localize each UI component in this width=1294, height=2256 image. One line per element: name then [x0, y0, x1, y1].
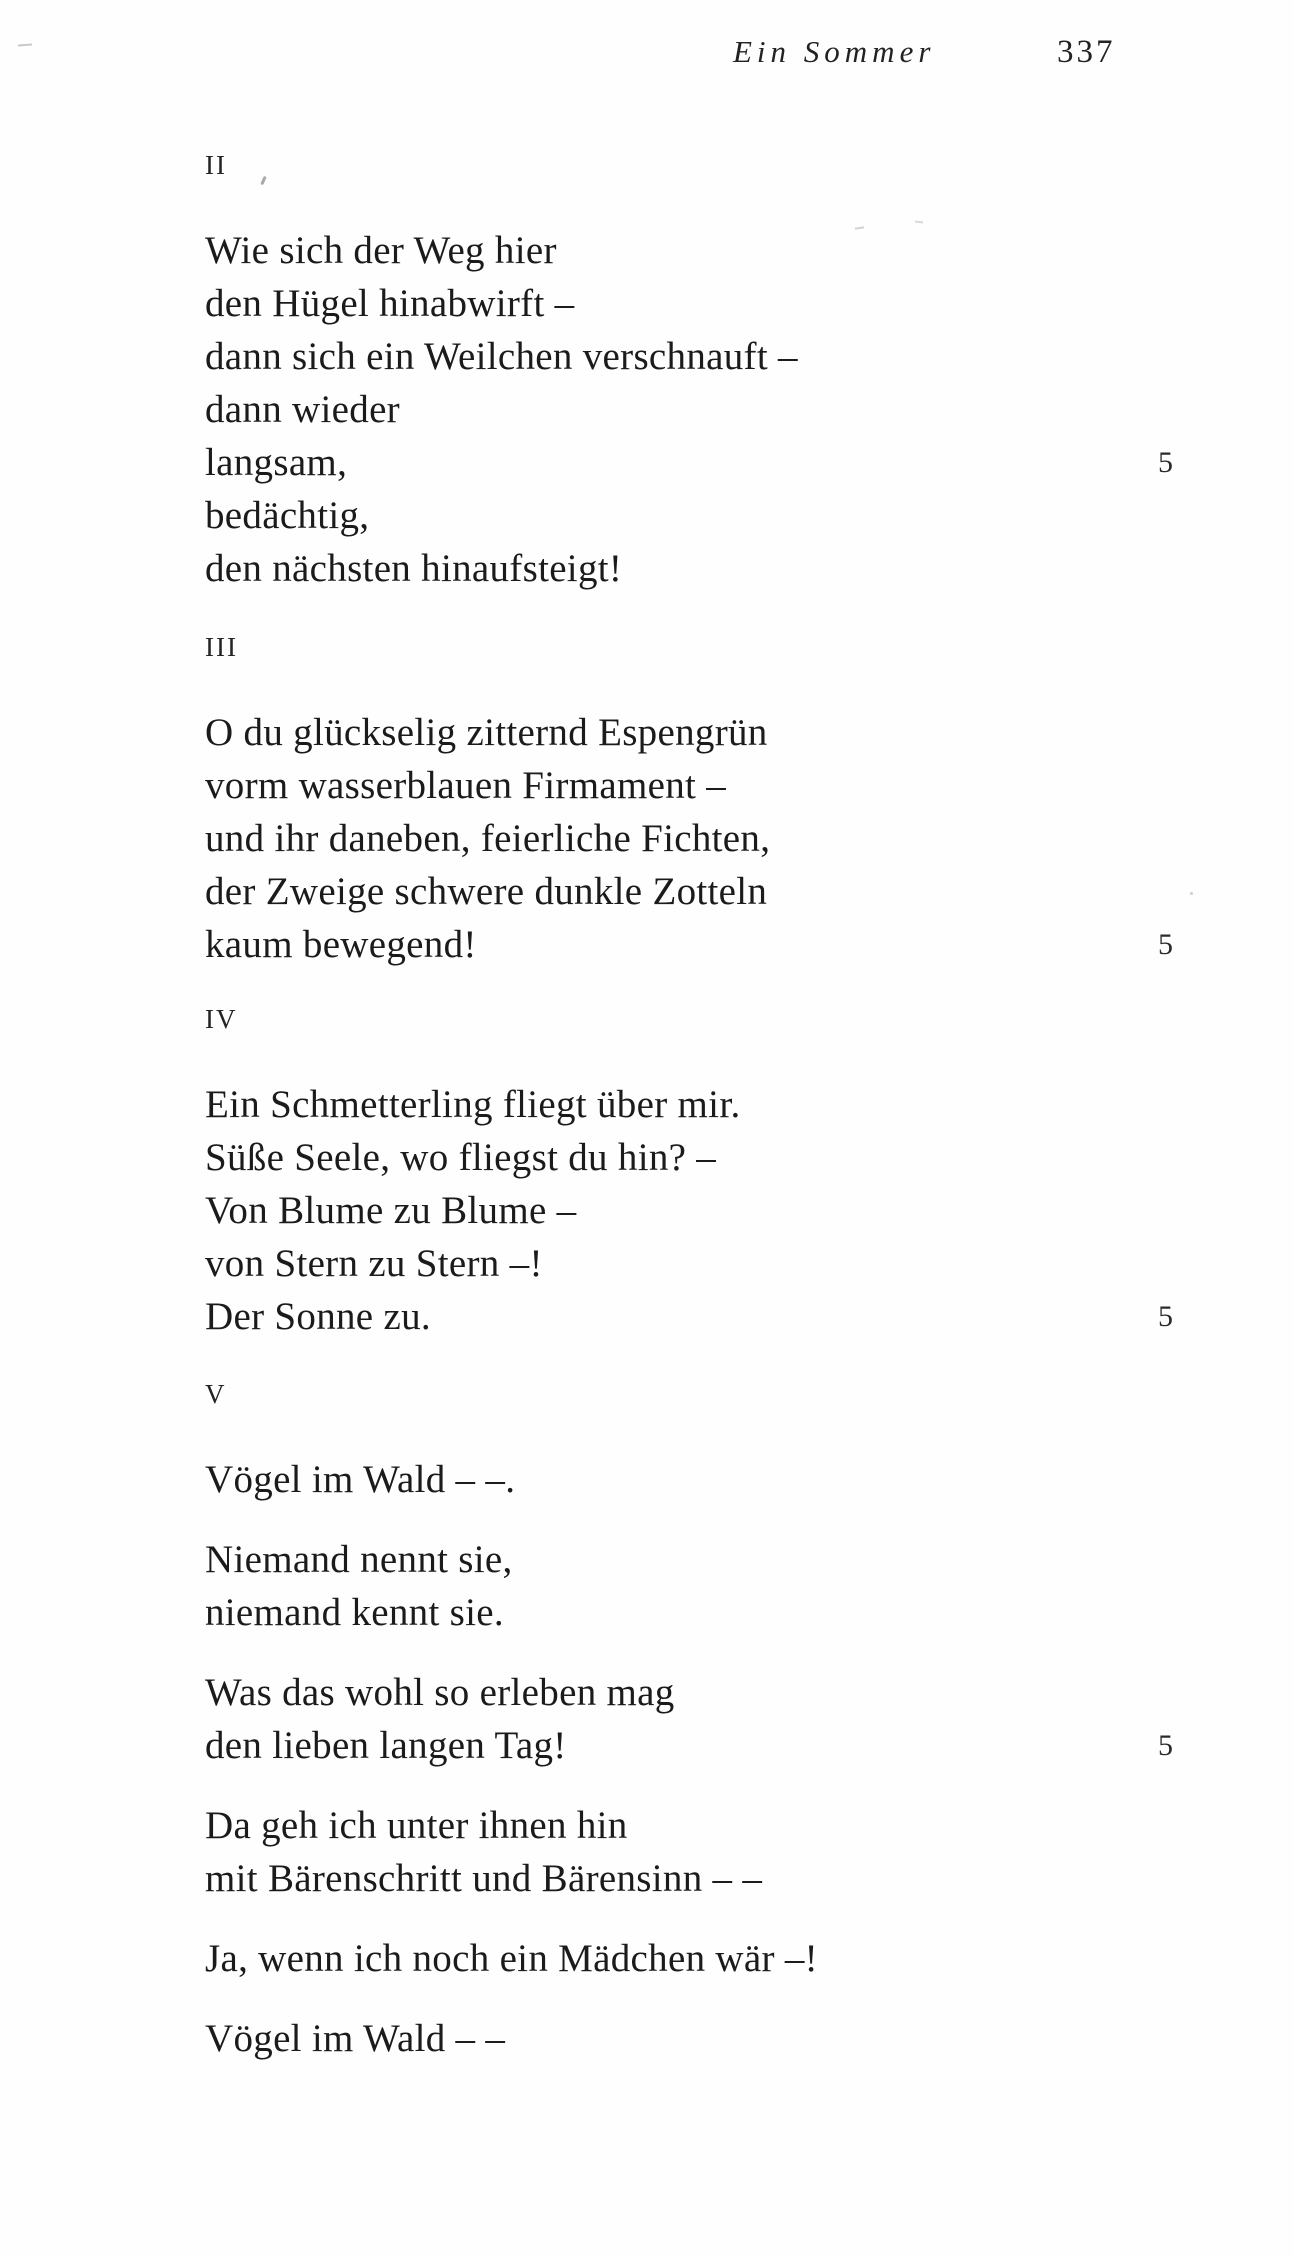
poem-section-iv — [205, 1006, 1265, 1343]
poem-line-text: Süße Seele, wo fliegst du hin? – — [205, 1136, 717, 1179]
poem-line-text: dann sich ein Weilchen verschnauft – — [205, 335, 798, 378]
line-number-marker: 5 — [1158, 928, 1173, 961]
poem-line — [205, 1184, 1265, 1237]
poem-line-text: mit Bärenschritt und Bärensinn – – — [205, 1857, 763, 1900]
poem-line-text: den lieben langen Tag! — [205, 1724, 567, 1767]
stanza-group — [205, 224, 1265, 595]
poem-line — [205, 2012, 1265, 2065]
poem-line — [205, 277, 1265, 330]
stanza-group — [205, 1453, 1265, 1506]
stanza-group — [205, 1078, 1265, 1343]
poem-line — [205, 1533, 1265, 1586]
poem-line-text: Ja, wenn ich noch ein Mädchen wär –! — [205, 1937, 818, 1980]
poem-line-text: den Hügel hinabwirft – — [205, 282, 575, 325]
poem-line-text: von Stern zu Stern –! — [205, 1242, 543, 1285]
poem-line — [205, 1932, 1265, 1985]
poem-line-text: Da geh ich unter ihnen hin — [205, 1804, 628, 1847]
poem-line — [205, 542, 1265, 595]
page-number: 337 — [1057, 34, 1116, 70]
poem-line — [205, 1666, 1265, 1719]
poem-section-ii — [205, 152, 1265, 595]
poem-line — [205, 812, 1265, 865]
line-number-marker: 5 — [1158, 446, 1173, 479]
stanza-group — [205, 1533, 1265, 1639]
poem-line-text: bedächtig, — [205, 494, 370, 537]
section-numeral: V — [205, 1379, 227, 1409]
poem-line — [205, 918, 1265, 971]
poem-line-text: langsam, — [205, 441, 348, 484]
poem-section-iii — [205, 634, 1265, 971]
section-numeral: IV — [205, 1004, 238, 1034]
poem-line-text: der Zweige schwere dunkle Zotteln — [205, 870, 768, 913]
stanza-group — [205, 1666, 1265, 1772]
stanza-group — [205, 706, 1265, 971]
poem-line-text: kaum bewegend! — [205, 923, 477, 966]
section-numeral: II — [205, 150, 227, 180]
poem-line-text: Vögel im Wald – –. — [205, 1458, 516, 1501]
poem-line — [205, 1453, 1265, 1506]
poem-line-text: vorm wasserblauen Firmament – — [205, 764, 726, 807]
poem-section-v — [205, 1381, 1265, 2065]
scan-artifact — [18, 44, 32, 47]
poem-line-text: niemand kennt sie. — [205, 1591, 504, 1634]
line-number-marker: 5 — [1158, 1300, 1173, 1333]
poem-line — [205, 436, 1265, 489]
poem-line — [205, 383, 1265, 436]
poem-line-text: Ein Schmetterling fliegt über mir. — [205, 1083, 741, 1126]
poem-line — [205, 1719, 1265, 1772]
poem-line-text: Von Blume zu Blume – — [205, 1189, 577, 1232]
poem-line-text: O du glückselig zitternd Espengrün — [205, 711, 768, 754]
poem-line-text: Was das wohl so erleben mag — [205, 1671, 675, 1714]
poem-line — [205, 1799, 1265, 1852]
poem-line — [205, 489, 1265, 542]
running-title: Ein Sommer — [733, 34, 936, 69]
poem-line — [205, 1290, 1265, 1343]
poem-line — [205, 706, 1265, 759]
poem-line — [205, 1586, 1265, 1639]
poem-line-text: Wie sich der Weg hier — [205, 229, 557, 272]
poem-line-text: Der Sonne zu. — [205, 1295, 431, 1338]
poem-line-text: Vögel im Wald – – — [205, 2017, 506, 2060]
stanza-group — [205, 1932, 1265, 1985]
stanza-group — [205, 2012, 1265, 2065]
stanza-group — [205, 1799, 1265, 1905]
line-number-marker: 5 — [1158, 1729, 1173, 1762]
poem-line — [205, 1237, 1265, 1290]
poem-line — [205, 1852, 1265, 1905]
poem-line — [205, 224, 1265, 277]
poem-line — [205, 1078, 1265, 1131]
poem-line-text: den nächsten hinaufsteigt! — [205, 547, 623, 590]
poem-line — [205, 1131, 1265, 1184]
poem-line — [205, 865, 1265, 918]
poem-line-text: dann wieder — [205, 388, 400, 431]
poem-line — [205, 330, 1265, 383]
scan-artifact — [1190, 892, 1193, 895]
poem-line-text: Niemand nennt sie, — [205, 1538, 513, 1581]
poem-line-text: und ihr daneben, feierliche Fichten, — [205, 817, 771, 860]
poem-line — [205, 759, 1265, 812]
section-numeral: III — [205, 632, 238, 662]
